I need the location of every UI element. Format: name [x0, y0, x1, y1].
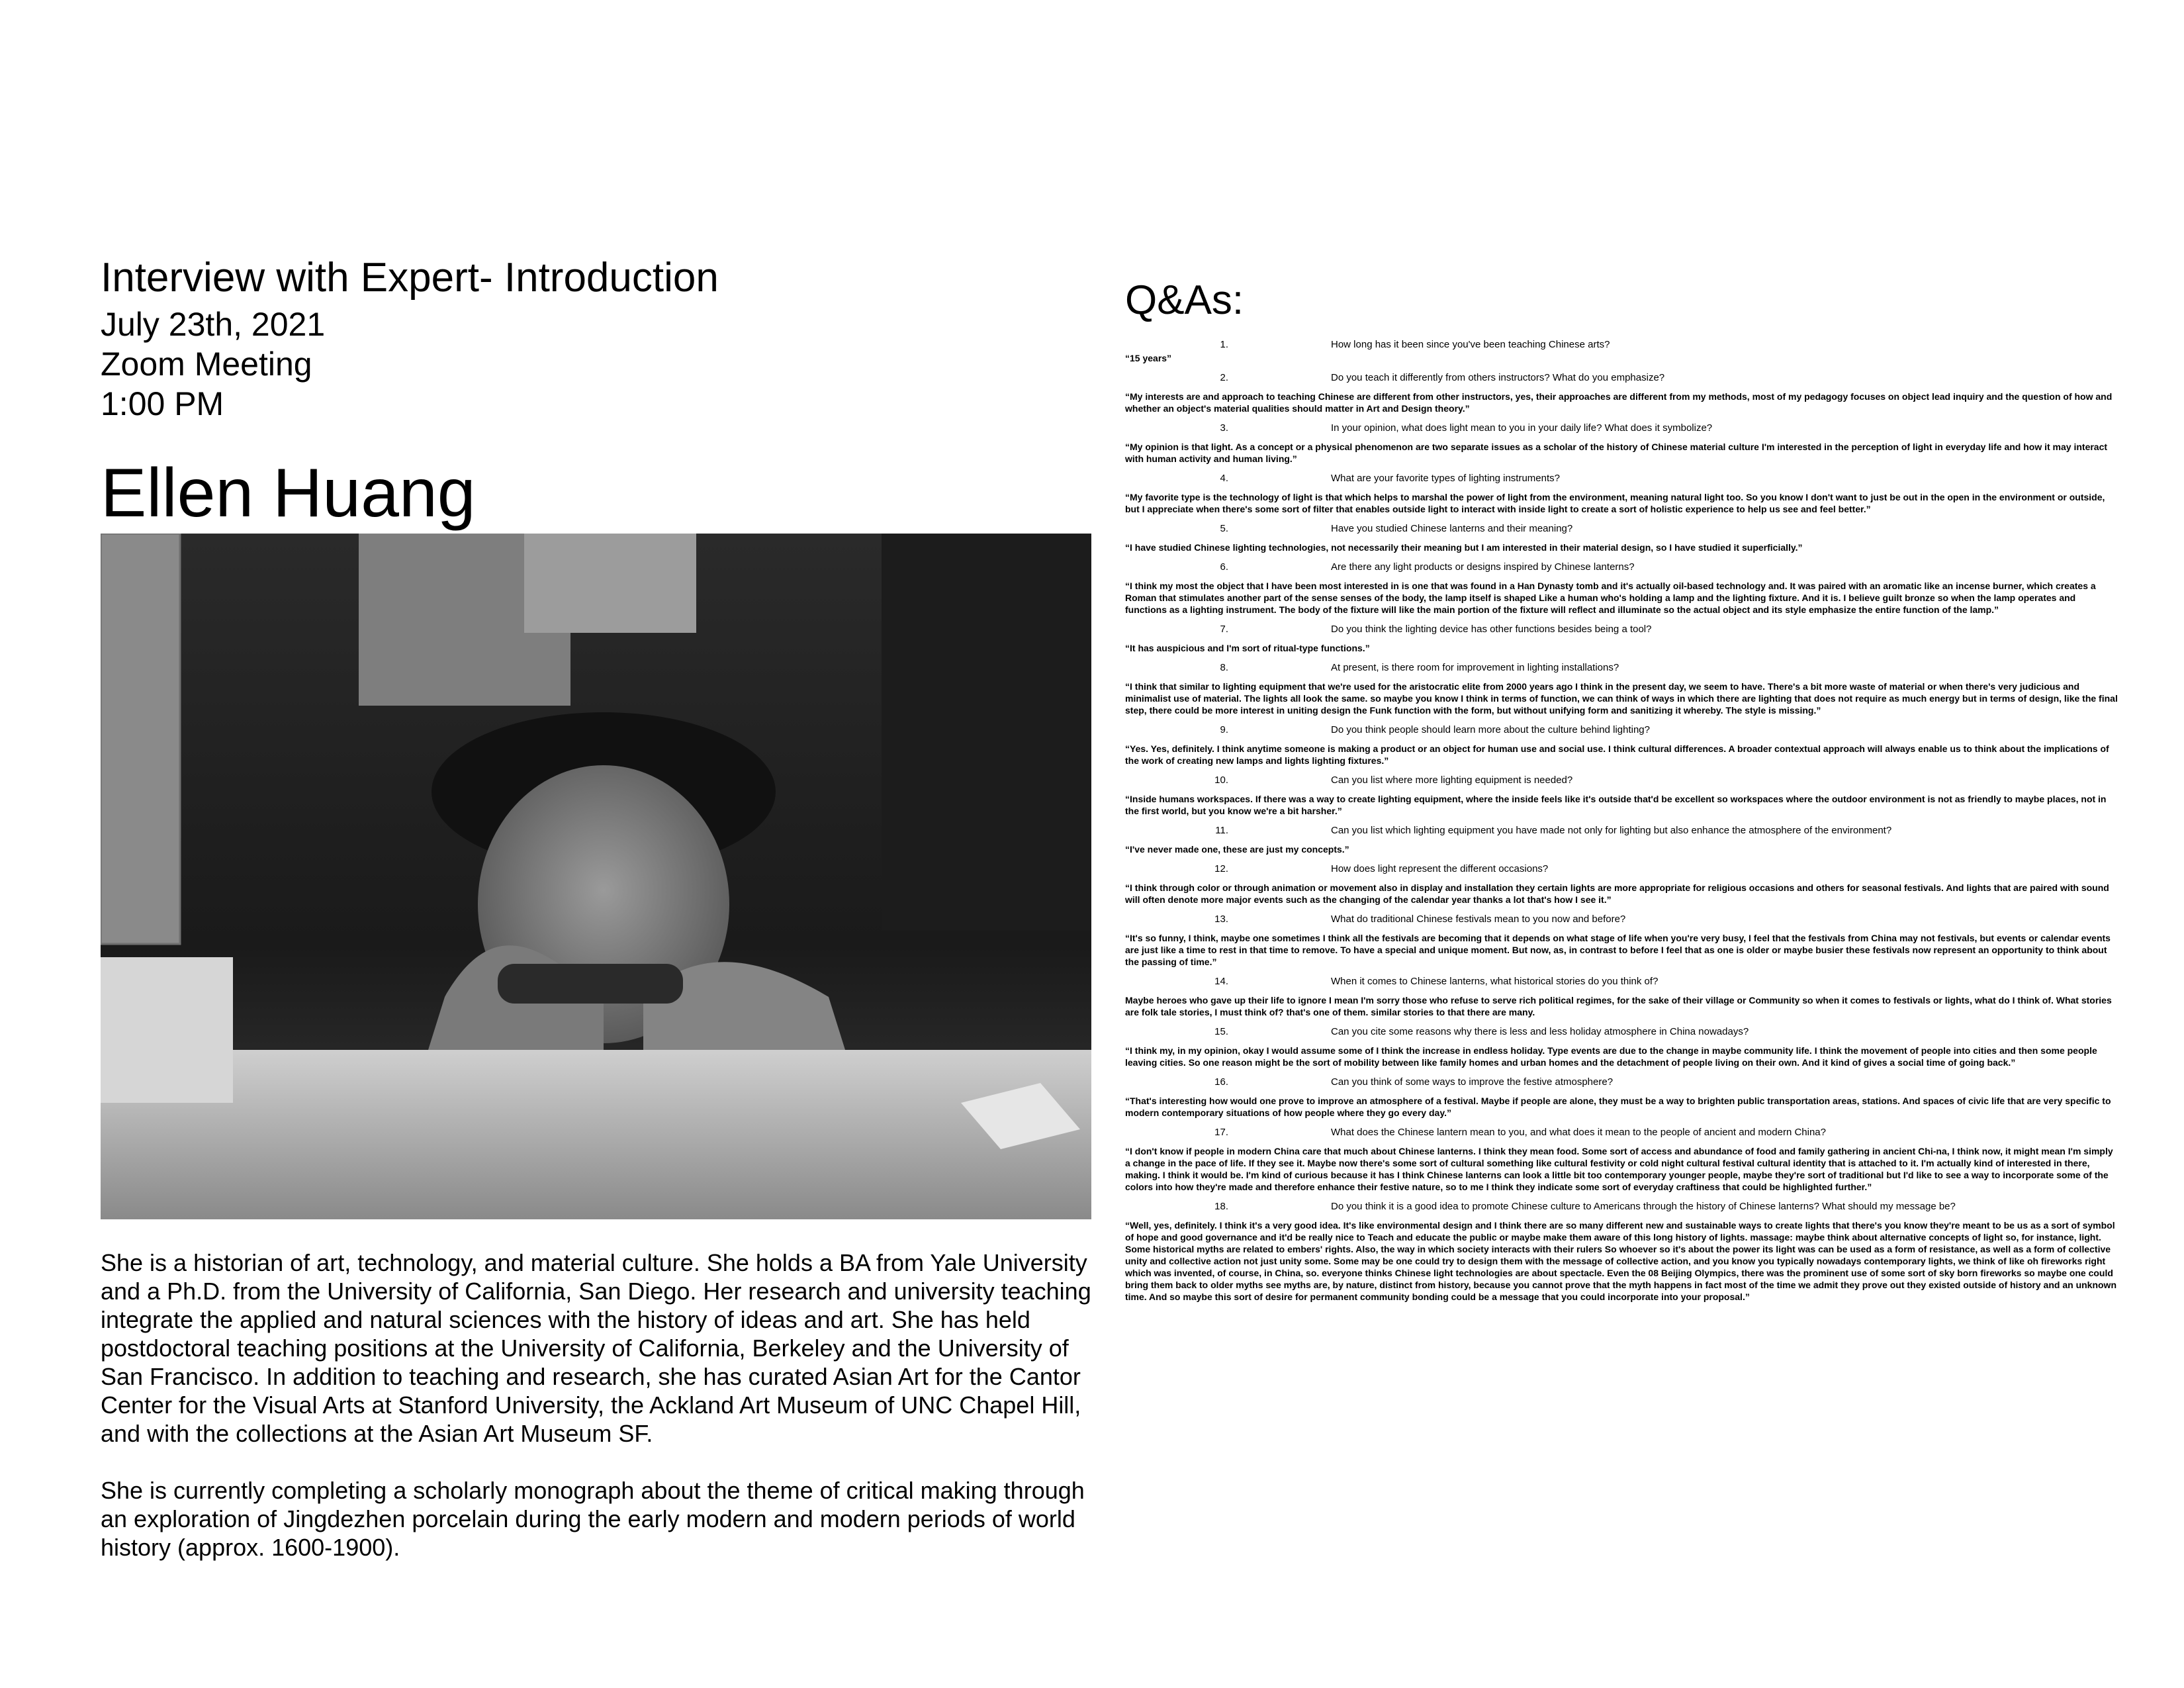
- answer-text: “I've never made one, these are just my concepts.”: [1125, 844, 1349, 855]
- question-text: Do you think the lighting device has other functions besides being a tool?: [1331, 624, 1652, 635]
- answer-text: “That's interesting how would one prove to improve an atmosphere of a festival. Maybe if people are alone, they must be a way to brighten public transportation areas, stations. And spaces of civic life that are very specific to modern contemporary situations of how people where they go every day.”: [1125, 1096, 2111, 1118]
- qa-item: [1125, 421, 2118, 465]
- expert-name: Ellen Huang: [101, 455, 476, 532]
- question-number: 3.: [1220, 422, 1228, 434]
- question-number: 15.: [1214, 1026, 1228, 1037]
- question: [1125, 560, 2118, 575]
- qa-item: [1125, 1125, 2118, 1193]
- interview-date: July 23th, 2021: [101, 306, 326, 343]
- question-number: 12.: [1214, 863, 1228, 874]
- interview-venue: Zoom Meeting: [101, 346, 312, 383]
- answer-text: “I have studied Chinese lighting technologies, not necessarily their meaning but I am interested in their material design, so I have studied it superficially.”: [1125, 542, 1803, 553]
- expert-photo: [101, 534, 1091, 1219]
- answer-text: “I think through color or through animation or movement also in display and installation they certain lights are more appropriate for religious occasions and others for seasonal festivals. And lights that are paired with sound will often denote more major events such as the changing of the calendar year thanks a lot that's how I see it.”: [1125, 882, 2109, 905]
- question-text: How long has it been since you've been teaching Chinese arts?: [1331, 339, 1610, 350]
- question: [1125, 1075, 2118, 1090]
- question: [1125, 371, 2118, 385]
- qa-list: [1125, 338, 2118, 1309]
- question-text: What are your favorite types of lighting instruments?: [1331, 473, 1560, 484]
- question-number: 14.: [1214, 976, 1228, 987]
- question-number: 18.: [1214, 1201, 1228, 1212]
- expert-bio: [101, 1248, 1093, 1590]
- qa-title: Q&As:: [1125, 277, 1244, 323]
- question-text: What does the Chinese lantern mean to you, and what does it mean to the people of ancient and modern China?: [1331, 1127, 1826, 1138]
- answer-text: “It's so funny, I think, maybe one sometimes I think all the festivals are becoming that it depends on what stage of life when you're very busy, I feel that the festivals from China may not festivals, but events or calendar events are just like a time to rest in that time to remove. To have a special and unique moment. But now, as, in contrast to before I feel that as one is older or maybe busier these festivals now represent an opportunity to think about the passing of time.”: [1125, 933, 2111, 967]
- qa-item: [1125, 862, 2118, 906]
- qa-item: [1125, 661, 2118, 716]
- qa-item: [1125, 974, 2118, 1018]
- question: [1125, 522, 2118, 536]
- interview-time: 1:00 PM: [101, 385, 224, 422]
- answer-text: “It has auspicious and I'm sort of ritual-type functions.”: [1125, 643, 1370, 653]
- qa-item: [1125, 371, 2118, 414]
- page-heading: Interview with Expert- Introduction: [101, 255, 719, 301]
- question: [1125, 773, 2118, 788]
- question-text: In your opinion, what does light mean to you in your daily life? What does it symbolize?: [1331, 422, 1713, 434]
- question-number: 17.: [1214, 1127, 1228, 1138]
- answer-text: “I think that similar to lighting equipment that we're used for the aristocratic elite from 2000 years ago I think in the present day, we seem to have. There's a bit more waste of material or when there's very judicious and minimalist use of material. The lights all look the same. so maybe you know I think in terms of function, we can think of ways in which there are lighting that does not require as much energy but in terms of design, like the final step, there could be more interest in uniting design the Funk function with the form, but without unifying form and sanitizing it whereby. The style is missing.”: [1125, 681, 2118, 716]
- question-number: 1.: [1220, 339, 1228, 350]
- question-number: 8.: [1220, 662, 1228, 673]
- question-text: Do you teach it differently from others instructors? What do you emphasize?: [1331, 372, 1665, 383]
- answer-text: Maybe heroes who gave up their life to ignore I mean I'm sorry those who refuse to serve rich political regimes, for the sake of their village or Community so when it comes to festivals or lights, what do I think of. What stories are folk tale stories, I must think of? that's one of them. similar stories to that there are many.: [1125, 995, 2112, 1017]
- question: [1125, 862, 2118, 876]
- question-number: 10.: [1214, 774, 1228, 786]
- question-text: Can you cite some reasons why there is less and less holiday atmosphere in China nowadays?: [1331, 1026, 1749, 1037]
- answer-text: “I think my most the object that I have been most interested in is one that was found in a Han Dynasty tomb and it's actually oil-based technology and. It was paired with an aromatic like an incense burner, which creates a Roman that stimulates another part of the sense senses of the body, the lamp itself is shaped Like a human who's holding a lamp and the lighting fixture. And it is. I believe guilt bronze so when the lamp operates and functions as a lighting instrument. The body of the fixture will like the main portion of the fixture will reflect and illuminate so the actual object and its style emphasize the entire function of the lamp.”: [1125, 581, 2096, 615]
- answer-text: “My opinion is that light. As a concept or a physical phenomenon are two separate issues as a scholar of the history of Chinese material culture I'm interested in the perception of light in everyday life and how it may interact with human activity and human living.”: [1125, 442, 2108, 464]
- qa-item: [1125, 622, 2118, 654]
- question-number: 6.: [1220, 561, 1228, 573]
- question: [1125, 421, 2118, 436]
- question-text: What do traditional Chinese festivals mean to you now and before?: [1331, 914, 1626, 925]
- qa-item: [1125, 912, 2118, 968]
- question-number: 9.: [1220, 724, 1228, 735]
- qa-item: [1125, 773, 2118, 817]
- question-number: 16.: [1214, 1076, 1228, 1088]
- question: [1125, 622, 2118, 637]
- question: [1125, 471, 2118, 486]
- question: [1125, 1125, 2118, 1140]
- question-text: Do you think people should learn more about the culture behind lighting?: [1331, 724, 1650, 735]
- qa-item: [1125, 338, 2118, 364]
- question: [1125, 974, 2118, 989]
- question-text: Do you think it is a good idea to promote Chinese culture to Americans through the history of Chinese lanterns? What should my message be?: [1331, 1201, 1956, 1212]
- question-text: Can you list where more lighting equipment is needed?: [1331, 774, 1573, 786]
- answer-text: “Inside humans workspaces. If there was a way to create lighting equipment, where the inside feels like it's outside that'd be excellent so workspaces where the outdoor environment is not as friendly to maybe places, not in the first world, but you know we're a bit harsher.”: [1125, 794, 2107, 816]
- question-text: At present, is there room for improvement in lighting installations?: [1331, 662, 1619, 673]
- question-number: 11.: [1215, 825, 1228, 836]
- qa-item: [1125, 560, 2118, 616]
- qa-item: [1125, 471, 2118, 515]
- question-number: 4.: [1220, 473, 1228, 484]
- question: [1125, 723, 2118, 737]
- question-text: Have you studied Chinese lanterns and their meaning?: [1331, 523, 1573, 534]
- bio-paragraph: She is a historian of art, technology, and material culture. She holds a BA from Yale University and a Ph.D. from the University of California, San Diego. Her research and university teaching integrate the applied and natural sciences with the history of ideas and art. She has held postdoctoral teaching positions at the University of California, Berkeley and the University of San Francisco. In addition to teaching and research, she has curated Asian Art for the Cantor Center for the Visual Arts at Stanford University, the Ackland Art Museum of UNC Chapel Hill, and with the collections at the Asian Art Museum SF.: [101, 1249, 1091, 1447]
- answer-text: “My favorite type is the technology of light is that which helps to marshal the power of light from the environment, meaning natural light too. So you know I don't want to just be out in the open in the environment or outside, but I appreciate when there's some sort of filter that enables outside light to interact with inside light to create a sort of holistic experience to help us see and feel better.”: [1125, 492, 2105, 514]
- bio-paragraph: She is currently completing a scholarly monograph about the theme of critical making through an exploration of Jingdezhen porcelain during the early modern and modern periods of world history (approx. 1600-1900).: [101, 1477, 1085, 1561]
- answer-text: “Yes. Yes, definitely. I think anytime someone is making a product or an object for human use and social use. I think cultural differences. A broader contextual approach will always enable us to think about the implications of the work of creating new lamps and lights lighting fixtures.”: [1125, 743, 2109, 766]
- qa-item: [1125, 1025, 2118, 1068]
- qa-item: [1125, 1199, 2118, 1303]
- question: [1125, 912, 2118, 927]
- question-text: How does light represent the different occasions?: [1331, 863, 1549, 874]
- question-number: 13.: [1214, 914, 1228, 925]
- question-text: When it comes to Chinese lanterns, what historical stories do you think of?: [1331, 976, 1659, 987]
- question-text: Can you think of some ways to improve the festive atmosphere?: [1331, 1076, 1614, 1088]
- answer-text: “Well, yes, definitely. I think it's a very good idea. It's like environmental design and I think there are so many different new and sustainable ways to create lights that there's you know they're meant to be us as a sort of symbol of hope and good governance and it'd be really nice to Teach and educate the public or maybe make them aware of this long history of lights. massage: maybe think about alternative concepts of light so, for instance, light. Some historical myths are related to embers' rights. Also, the way in which society interacts with their rulers So whoever so it's about the power its light was can be used as a form of resistance, as well as a form of collective unity and collective action not just unity some. Some may be one could try to design them with the message of collective action, and you know you typically nowadays contemporary lights, we think of like oh fireworks right which was invented, of course, in China, so. everyone thinks Chinese light technologies are about spectacle. Even the 08 Beijing Olympics, there was the prominent use of some sort of sky born fireworks so maybe one could bring them back to older myths see myths are, by nature, distinct from history, because you cannot prove that the myth happens in fact most of the time we admit they prove out they existed outside of history and an unknown time. And so maybe this sort of desire for permanent community bonding could be a message that you could incorporate into your proposal.”: [1125, 1220, 2116, 1302]
- question: [1125, 338, 2118, 352]
- question: [1125, 1199, 2118, 1214]
- interview-meta: [101, 305, 325, 424]
- question-number: 2.: [1220, 372, 1228, 383]
- question-number: 5.: [1220, 523, 1228, 534]
- qa-item: [1125, 522, 2118, 553]
- qa-item: [1125, 723, 2118, 767]
- question: [1125, 823, 2118, 838]
- qa-item: [1125, 823, 2118, 855]
- answer-text: “I think my, in my opinion, okay I would assume some of I think the increase in endless holiday. Type events are due to the change in maybe community life. I think the movement of people into cities and then some people leaving cities. So one reason might be the sort of mobility between like family homes and urban homes and the detachment of people living on their own. And it kind of gives a social time of going back.”: [1125, 1045, 2097, 1068]
- question-text: Can you list which lighting equipment you have made not only for lighting but also enhance the atmosphere of the environment?: [1331, 825, 1892, 836]
- question-number: 7.: [1220, 624, 1228, 635]
- question: [1125, 661, 2118, 675]
- answer-text: “My interests are and approach to teaching Chinese are different from other instructors, yes, their approaches are different from my methods, most of my pedagogy focuses on object lead inquiry and the question of how and whether an object's material qualities should matter in Art and Design theory.”: [1125, 391, 2113, 414]
- answer-text: “I don't know if people in modern China care that much about Chinese lanterns. I think they mean food. Some sort of access and abundance of food and family gathering in ancient Chi-na, I think now, it might mean I'm simply a change in the pace of life. If they see it. Maybe now there's some sort of cultural something like cultural festivity or cold night cultural festival cultural identity that is attached to it. I'm actually kind of interested in there, making. I think it would be. I'm kind of curious because it has I think Chinese lanterns can look a little bit too contemporary younger people, maybe they're sort of traditional but I'd like to see a way to incorporate some of the colors into how they're made and therefore enhance their festive nature, so to me I think they indicate some sort of everyday craftiness that could be highlighted further.”: [1125, 1146, 2113, 1192]
- question: [1125, 1025, 2118, 1039]
- qa-item: [1125, 1075, 2118, 1119]
- question-text: Are there any light products or designs inspired by Chinese lanterns?: [1331, 561, 1635, 573]
- answer-text: “15 years”: [1125, 353, 1172, 363]
